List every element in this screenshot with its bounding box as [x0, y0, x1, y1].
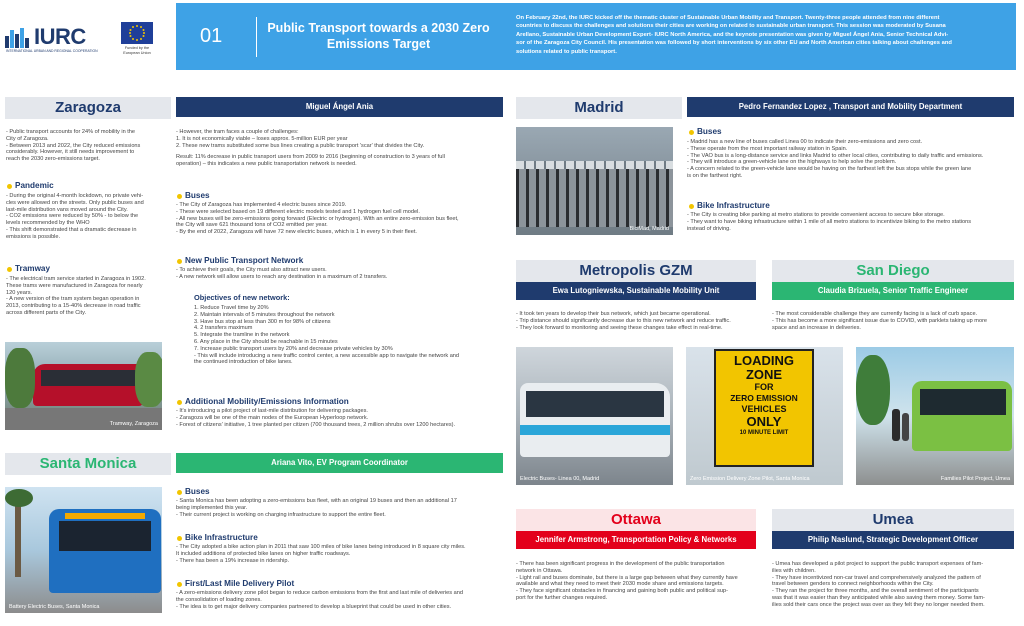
logo-text: IURC [34, 24, 86, 49]
sm-bike-title: Bike Infrastructure [185, 533, 258, 542]
umea-tree [856, 355, 890, 425]
pedestrian-1 [892, 409, 900, 441]
sm-buses-bullet [177, 490, 182, 495]
zaragoza-speaker: Miguel Ángel Ania [176, 97, 503, 117]
logo-subtitle: INTERNATIONAL URBAN AND REGIONAL COOPERATION [6, 49, 98, 53]
san-diego-text: - The most considerable challenge they are currently facing is a lack of curb space. - This has become a more significant issue due to COVID, with parklets taking up more space and an increase in deliveries. [772, 311, 988, 331]
madrid-bus-windows [526, 391, 664, 417]
pandemic-title: Pandemic [15, 181, 54, 190]
header-divider [256, 17, 257, 57]
madrid-bus-photo [516, 347, 673, 485]
sm-buses-title: Buses [185, 487, 210, 496]
tramway-bullet [7, 267, 12, 272]
santa-monica-photo [5, 487, 162, 613]
ottawa-title: Ottawa [516, 509, 756, 531]
metropolis-text: - It took ten years to develop their bus network, which just became operational. - Trip distance should significantly decrease due to this new network and reduce traffic. - They look forward to monitoring and seeing these changes take effect in real-time. [516, 311, 731, 331]
san-diego-speaker: Claudia Brizuela, Senior Traffic Engineer [772, 282, 1014, 300]
objectives-title: Objectives of new network: [194, 293, 290, 302]
sm-delivery-title: First/Last Mile Delivery Pilot [185, 579, 295, 588]
madrid-buses-bullet [689, 130, 694, 135]
santa-monica-speaker: Ariana Vito, EV Program Coordinator [176, 453, 503, 473]
network-title: New Public Transport Network [185, 256, 304, 265]
additional-text: - It's introducing a pilot project of last-mile distribution for delivering packages. - Zaragoza will be one of the main nodes of the European Hyperloop network. - Forest of citizens' initiative, 1 tree planted per citizen (700 thousand trees, 2 million shrubs over 1200 hectares). [176, 408, 456, 428]
san-diego-title: San Diego [772, 260, 1014, 282]
madrid-buses-title: Buses [697, 127, 722, 136]
zaragoza-intro: - Public transport accounts for 24% of mobility in the City of Zaragoza. - Between 2013 and 2022, the City reduced emissions considerably. However, it still needs improvement to reach the 2030 zero-emissions target. [6, 129, 141, 163]
palm-tree [15, 497, 21, 577]
ottawa-text: - There has been significant progress in the development of the public transportation network in Ottawa. - Light rail and buses dominate, but there is a large gap between what they currently have available and what they need to meet their 2030 mode share and emissions targets. - They face significant obstacles in financing and gaining both public and political sup- port for the further changes required. [516, 561, 738, 601]
madrid-caption: BiciMad, Madrid [629, 226, 669, 232]
bike-row [516, 167, 673, 227]
madrid-photo [516, 127, 673, 235]
eu-flag [121, 22, 153, 44]
tramway-photo [5, 342, 162, 430]
sm-bike-text: - The City adopted a bike action plan in 2011 that saw 100 miles of bike lanes being introduced in 8 square city miles. It included additions of protected bike lanes on higher traffic roadways. - There has been a 19% increase in ridership. [176, 544, 466, 564]
umea-text: - Umea has developed a pilot project to support the public transport expenses of fam- ilies with children. - They have incentivized non-car travel and comprehensively analyzed the pattern of travel between genders to connect neighborhoods within the City. - They ran the project for three months, and the overall sentiment of the participants was that it was easier than they anticipated while also saving them money. Some fam- ilies sold their cars once the project was over as they felt they no longer needed them. [772, 561, 985, 608]
madrid-bike-bullet [689, 204, 694, 209]
ottawa-speaker: Jennifer Armstrong, Transportation Policy & Networks [516, 531, 756, 549]
sm-delivery-bullet [177, 582, 182, 587]
iurc-logo [4, 24, 114, 54]
sign-line-6: ONLY [746, 414, 782, 429]
umea-speaker: Philip Naslund, Strategic Development Officer [772, 531, 1014, 549]
pedestrian-2 [902, 413, 909, 441]
sign-line-1: LOADING [734, 353, 794, 368]
madrid-title: Madrid [516, 97, 682, 119]
sign-line-2: ZONE [745, 367, 783, 382]
zaragoza-buses-title: Buses [185, 191, 210, 200]
sm-delivery-text: - A zero-emissions delivery zone pilot began to reduce carbon emissions from the first and last mile of deliveries and the consolidation of loading zones. - The idea is to get major delivery companies partnered to develop a blueprint that could be used in other cities. [176, 590, 463, 610]
pandemic-bullet [7, 184, 12, 189]
bike-baskets [516, 161, 673, 169]
zaragoza-challenges: - However, the tram faces a couple of challenges: 1. It is not economically viable – loses approx. 5-million EUR per year 2. These new trams substituted some bus lines creating a public transport 'scar' that divides the City. Result: 11% decrease in public transport users from 2009 to 2016 (beginning of construction to 3 years of full operation) – this indicates a new public transportation network is needed. [176, 129, 445, 168]
buses-bullet [177, 194, 182, 199]
tree-left [5, 348, 35, 408]
loading-zone-caption: Zero Emission Delivery Zone Pilot, Santa Monica [690, 476, 810, 482]
tree-right [135, 352, 162, 407]
city-skyline-icon [4, 26, 34, 48]
madrid-bike-text: - The City is creating bike parking at metro stations to provide convenient access to secure bike storage. - They want to have biking infrastructure within 1 mile of all metro stations to incentivize biking to the metro stations instead of driving. [687, 212, 972, 232]
eu-stars-icon [121, 22, 153, 44]
sign-line-5: VEHICLES [741, 404, 787, 414]
santa-monica-caption: Battery Electric Buses, Santa Monica [9, 604, 100, 610]
umea-bus-window [920, 389, 1006, 415]
additional-bullet [177, 400, 182, 405]
header-intro: On February 22nd, the IURC kicked off the thematic cluster of Sustainable Urban Mobility and Transport. Twenty-three people attended from nine different countries to discuss the challenges and solutions their cities are working on related to sustainable urban transport. This session was moderated by Susana Arellano, Sustainable Urban Development Expert- IURC North America, and the keynote presentation was given by Miguel Ángel Ania, Senior Technical Advi- sor of the Zaragoza City Council. His presentation was followed by short interventions by six other EU and North American cities talking about challenges and solutions related to public transport. [516, 15, 952, 55]
loading-zone-sign [714, 349, 814, 467]
header-banner [176, 3, 1016, 70]
santa-monica-title: Santa Monica [5, 453, 171, 475]
sm-bus-window [59, 521, 151, 551]
tramway-caption: Tramway, Zaragoza [109, 421, 158, 427]
sign-line-7: 10 MINUTE LIMIT [739, 430, 789, 436]
header-title: Public Transport towards a 2030 Zero Emissions Target [267, 21, 490, 51]
additional-title: Additional Mobility/Emissions Information [185, 397, 349, 406]
madrid-bike-title: Bike Infrastructure [697, 201, 770, 210]
sm-bus-sign [65, 513, 145, 519]
madrid-bus-stripe [520, 425, 670, 435]
umea-title: Umea [772, 509, 1014, 531]
sm-bike-bullet [177, 536, 182, 541]
header-number: 01 [200, 25, 223, 47]
tramway-text: - The electrical tram service started in Zaragoza in 1902. These trams were manufactured in Zaragoza for nearly 120 years. - A new version of the tram system began operation in 2013, contributing to a 15-40% decrease in road traffic across different parts of the City. [6, 276, 146, 316]
metropolis-speaker: Ewa Lutogniewska, Sustainable Mobility Unit [516, 282, 756, 300]
zaragoza-buses-text: - The City of Zaragoza has implemented 4 electric buses since 2019. - These were selected based on 19 different electric models tested and 1 hydrogen fuel cell model. - All new buses will be zero-emissions going forward (Electric or hydrogen). With an entire zero-emission bus fleet, the City will save 621 thousand tons of CO2 emitted per year. - By the end of 2022, Zaragoza will have 72 new electric buses, which is 1 in every 5 in their fleet. [176, 202, 459, 236]
tramway-title: Tramway [15, 264, 51, 273]
eu-caption: Funded by the European Union [123, 46, 151, 55]
sign-line-4: ZERO EMISSION [730, 393, 798, 403]
madrid-bus-caption: Electric Buses- Linea 00, Madrid [520, 476, 600, 482]
umea-photo-caption: Families Pilot Project, Umea [940, 476, 1010, 482]
metropolis-title: Metropolis GZM [516, 260, 756, 282]
objectives-list: 1. Reduce Travel time by 20% 2. Maintain intervals of 5 minutes throughout the network 3. Have bus stop at less than 300 m for 98% of citizens 4. 2 transfers maximum 5. Integrate the tramline in the network 6. Any place in the City should be reachable in 15 minutes 7. Increase public transport users by 20% and decrease private vehicles by 30% - This will include introducing a new traffic control center, a new accessible app to navigate the network and the continued introduction of bike lanes. [194, 305, 460, 366]
sm-buses-text: - Santa Monica has been adopting a zero-emissions bus fleet, with an original 19 buses and then an additional 17 being implemented this year. - Their current project is working on charging infrastructure to support the entire fleet. [176, 498, 457, 518]
palm-leaves [5, 489, 33, 507]
sign-line-3: FOR [754, 382, 774, 392]
zaragoza-title: Zaragoza [5, 97, 171, 119]
madrid-buses-text: - Madrid has a new line of buses called Linea 00 to indicate their zero-emissions and zero cost. - These operate from the most important railway station in Spain. - The VAO bus is a long-distance service and links Madrid to other local cities, contributing to daily traffic and emissions. - They will introduce a green-vehicle lane on the highways to help solve the problem. - A concern related to the green-vehicle lane would be having on the farthest left the bus stops while the green lane is on the farthest right. [687, 139, 984, 179]
tram-windows [41, 370, 137, 386]
pandemic-text: - During the original 4-month lockdown, no private vehi- cles were allowed on the streets. Only public buses and last-mile distribution vans moved around the City. - CO2 emissions were reduced by 50% - to below the levels recommended by the WHO - This shift demonstrated that a dramatic decrease in emissions is possible. [6, 193, 144, 240]
umea-photo [856, 347, 1014, 485]
network-bullet [177, 259, 182, 264]
madrid-speaker: Pedro Fernandez Lopez , Transport and Mobility Department [687, 97, 1014, 117]
loading-zone-photo [686, 347, 843, 485]
network-text: - To achieve their goals, the City must also attract new users. - A new network will allow users to reach any destination in a maximum of 2 transfers. [176, 267, 388, 280]
